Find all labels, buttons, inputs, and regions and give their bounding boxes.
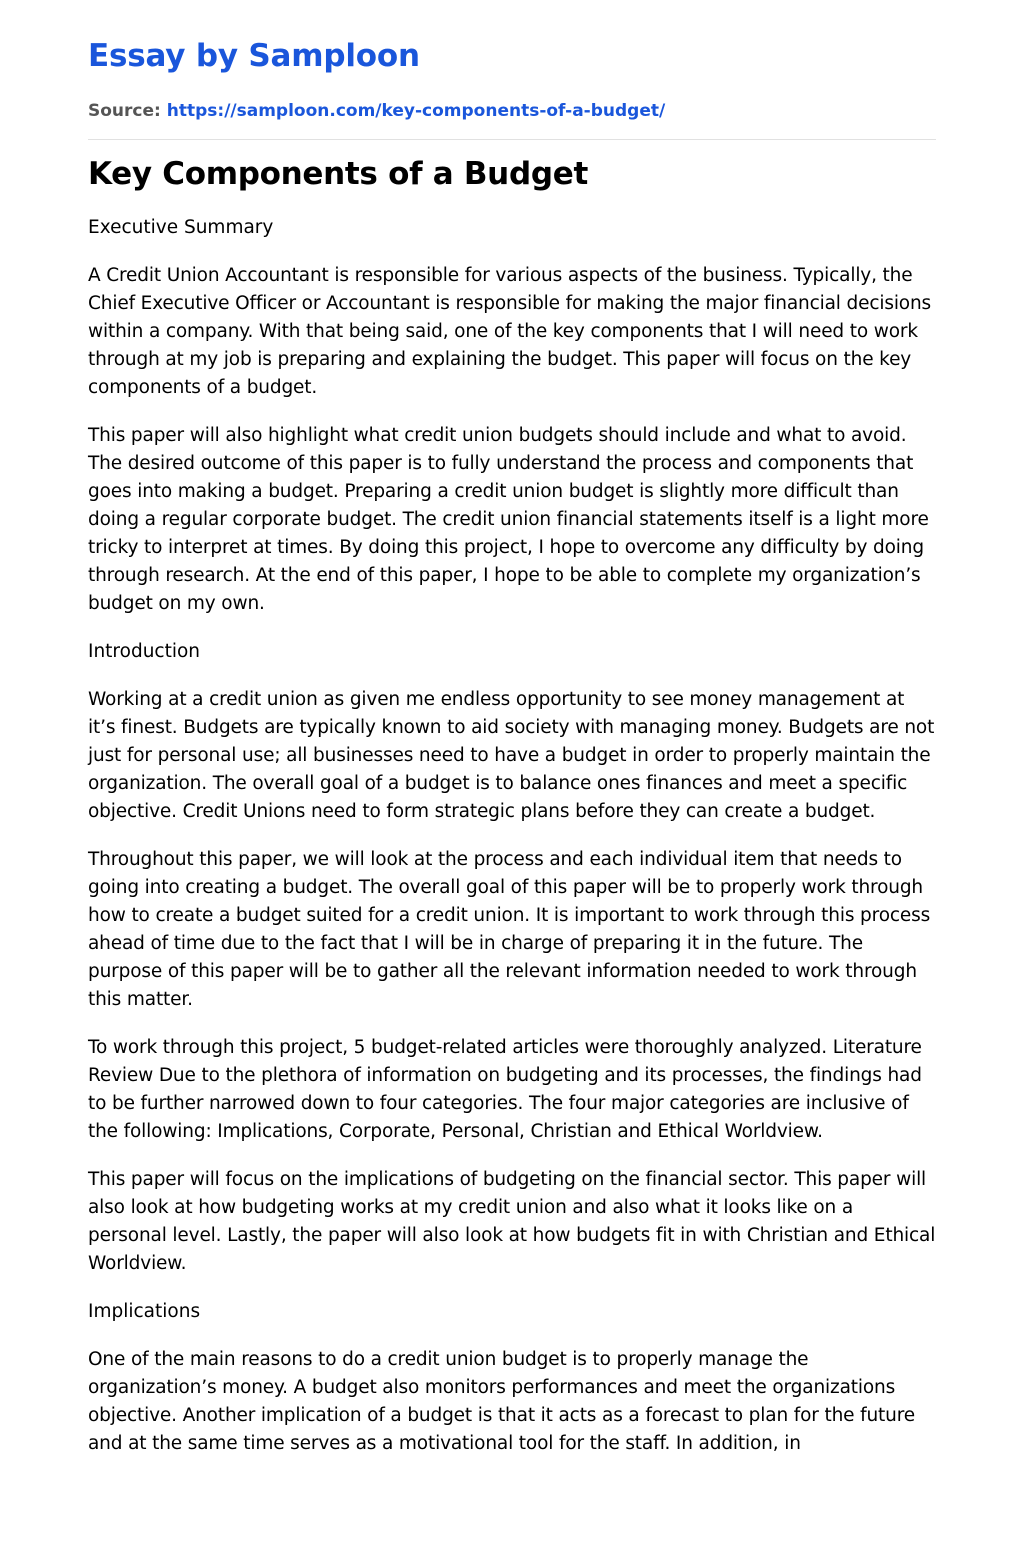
essay-body: [88, 214, 936, 1458]
site-brand[interactable]: Essay by Samploon: [88, 38, 420, 74]
header-divider: [88, 139, 936, 140]
essay-title: Key Components of a Budget: [88, 156, 588, 192]
source-label: Source:: [88, 101, 161, 121]
section-heading: Implications: [88, 1301, 201, 1322]
source-link[interactable]: https://samploon.com/key-components-of-a-budget/: [166, 101, 666, 121]
body-paragraph: One of the main reasons to do a credit union budget is to properly manage the organization’s money. A budget also monitors performances and meet the organizations objective. Another implication of a budget is that it acts as a forecast to plan for the future and at the same time serves as a motivational tool for the staff. In addition, in: [88, 1349, 916, 1454]
section-heading: Introduction: [88, 641, 201, 662]
source-line: [88, 98, 936, 124]
essay-page: [88, 0, 936, 1458]
body-paragraph: This paper will focus on the implications of budgeting on the financial sector. This paper will also look at how budgeting works at my credit union and also what it looks like on a personal level. Lastly, the paper will also look at how budgets fit in with Christian and Ethical Worldview.: [88, 1169, 936, 1274]
body-paragraph: This paper will also highlight what credit union budgets should include and what to avoid. The desired outcome of this paper is to fully understand the process and components that goes into making a budget. Preparing a credit union budget is slightly more difficult than doing a regular corporate budget. The credit union financial statements itself is a light more tricky to interpret at times. By doing this project, I hope to overcome any difficulty by doing through research. At the end of this paper, I hope to be able to complete my organization’s budget on my own.: [88, 425, 929, 614]
body-paragraph: A Credit Union Accountant is responsible for various aspects of the business. Typically, the Chief Executive Officer or Accountant is responsible for making the major financial decisions within a company. With that being said, one of the key components that I will need to work through at my job is preparing and explaining the budget. This paper will focus on the key components of a budget.: [88, 265, 932, 398]
body-paragraph: Working at a credit union as given me endless opportunity to see money management at it’s finest. Budgets are typically known to aid society with managing money. Budgets are not just for personal use; all businesses need to have a budget in order to properly maintain the organization. The overall goal of a budget is to balance ones finances and meet a specific objective. Credit Unions need to form strategic plans before they can create a budget.: [88, 689, 935, 822]
section-heading: Executive Summary: [88, 217, 274, 238]
body-paragraph: Throughout this paper, we will look at the process and each individual item that needs to going into creating a budget. The overall goal of this paper will be to properly work through how to create a budget suited for a credit union. It is important to work through this process ahead of time due to the fact that I will be in charge of preparing it in the future. The purpose of this paper will be to gather all the relevant information needed to work through this matter.: [88, 849, 931, 1010]
body-paragraph: To work through this project, 5 budget-related articles were thoroughly analyzed. Literature Review Due to the plethora of information on budgeting and its processes, the findings had to be further narrowed down to four categories. The four major categories are inclusive of the following: Implications, Corporate, Personal, Christian and Ethical Worldview.: [88, 1037, 922, 1142]
